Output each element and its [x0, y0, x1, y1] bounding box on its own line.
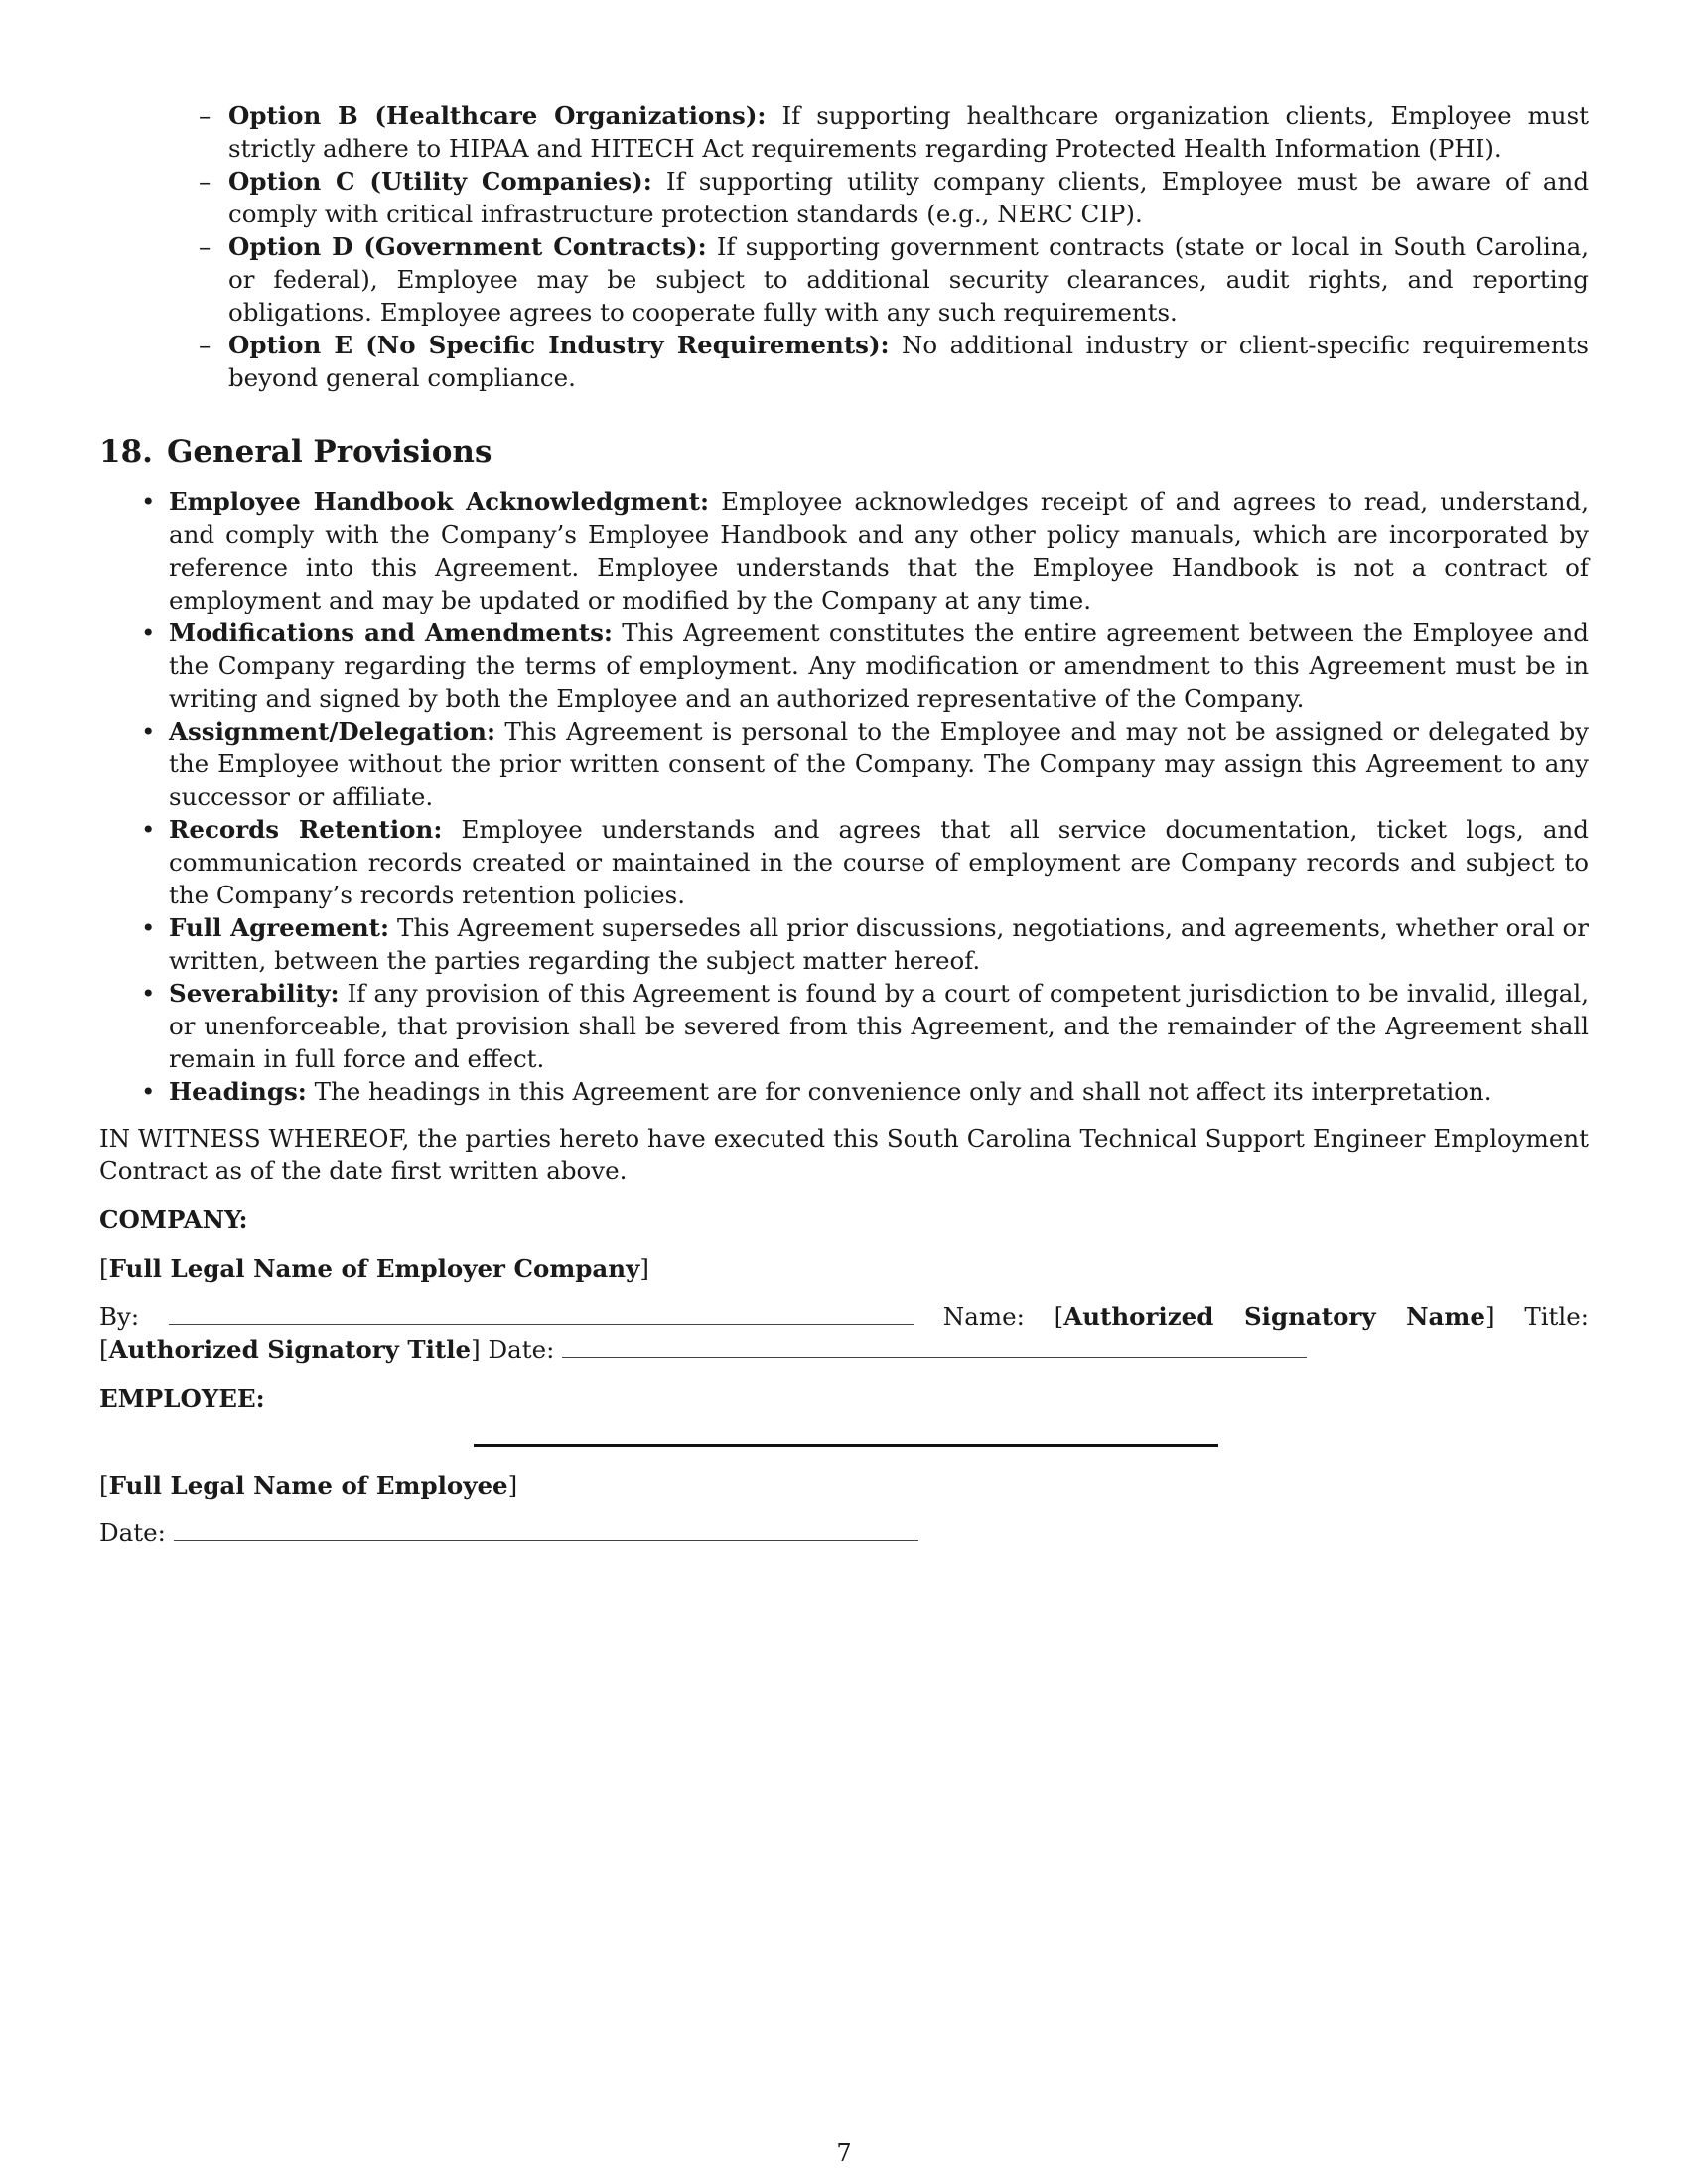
- bullet-marker: •: [141, 717, 156, 746]
- employee-signature-line[interactable]: [474, 1444, 1218, 1447]
- bullet-marker: •: [141, 979, 156, 1008]
- provision-text: This Agreement is personal to the Employee and may not be assigned or delegated by the Employee without the prior written consent of the Company. The Company may assign this Agreement to any successor or affiliate.: [169, 717, 1589, 811]
- list-item: [141, 911, 1589, 977]
- bracket-close: ]: [639, 1254, 649, 1283]
- list-item: [141, 977, 1589, 1075]
- dash-marker: –: [199, 101, 211, 130]
- industry-options-list: [99, 99, 1589, 394]
- signatory-title: Authorized Signatory Title: [108, 1335, 472, 1364]
- provision-text: If any provision of this Agreement is found by a court of competent jurisdiction to be invalid, illegal, or unenforceable, that provision shall be severed from this Agreement, and the remainder of the Agreement shall remain in full force and effect.: [169, 979, 1589, 1073]
- dash-marker: –: [199, 232, 211, 261]
- employee-heading: EMPLOYEE:: [99, 1384, 265, 1413]
- company-date-label: Date:: [488, 1335, 555, 1364]
- provision-text: Employee understands and agrees that all service documentation, ticket logs, and communication records created or maintained in the course of employment are Company records and subject to the Company’s records retention policies.: [169, 815, 1589, 909]
- company-signature-block: By: Name: [Authorized Signatory Name] Title: [Authorized Signatory Title] Date:: [99, 1302, 1589, 1364]
- section-heading: [99, 432, 1589, 472]
- provision-label: Employee Handbook Acknowledgment:: [169, 487, 710, 516]
- company-signature-line[interactable]: [169, 1302, 914, 1325]
- list-item: [141, 616, 1589, 715]
- option-text: If supporting utility company clients, Employee must be aware of and comply with critical infrastructure protection standards (e.g., NERC CIP).: [228, 167, 1590, 228]
- dash-marker: –: [199, 331, 211, 359]
- title-label: Title:: [1524, 1302, 1589, 1331]
- bullet-marker: •: [141, 913, 156, 942]
- option-label: Option C (Utility Companies):: [228, 167, 652, 196]
- option-label: Option D (Government Contracts):: [228, 232, 707, 261]
- employee-date-row: [99, 1516, 1589, 1549]
- document-page: [99, 99, 1589, 1549]
- employee-date-line[interactable]: [174, 1518, 918, 1541]
- provisions-list: [99, 485, 1589, 1108]
- provision-label: Full Agreement:: [169, 913, 390, 942]
- list-item: [141, 485, 1589, 616]
- bullet-marker: •: [141, 815, 156, 844]
- option-text: If supporting government contracts (state or local in South Carolina, or federal), Employee may be subject to additional security clearances, audit rights, and reporting obligations. Employee agrees to cooperate fully with any such requirements.: [228, 232, 1589, 327]
- section-number: 18.: [99, 434, 153, 470]
- bracket-open: [: [99, 1471, 109, 1500]
- signatory-name: Authorized Signatory Name: [1063, 1302, 1485, 1331]
- provision-label: Records Retention:: [169, 815, 443, 844]
- bracket-open: [: [99, 1254, 109, 1283]
- employee-date-label: Date:: [99, 1518, 166, 1547]
- provision-text: Employee acknowledges receipt of and agrees to read, understand, and comply with the Company’s Employee Handbook and any other policy manuals, which are incorporated by reference into this Agreement. Employee understands that the Employee Handbook is not a contract of employment and may be updated or modified by the Company at any time.: [169, 487, 1589, 614]
- provision-label: Severability:: [169, 979, 340, 1008]
- provision-text: This Agreement constitutes the entire agreement between the Employee and the Company regarding the terms of employment. Any modification or amendment to this Agreement must be in writing and signed by both the Employee and an authorized representative of the Company.: [169, 618, 1589, 713]
- list-item: [141, 1075, 1589, 1108]
- witness-paragraph: IN WITNESS WHEREOF, the parties hereto have executed this South Carolina Technical Support Engineer Employment Contract as of the date first written above.: [99, 1124, 1589, 1185]
- dash-marker: –: [199, 167, 211, 196]
- company-heading: COMPANY:: [99, 1205, 248, 1234]
- list-item: [141, 813, 1589, 911]
- provision-label: Modifications and Amendments:: [169, 618, 613, 647]
- bullet-marker: •: [141, 1077, 156, 1106]
- option-text: No additional industry or client-specific requirements beyond general compliance.: [228, 331, 1589, 392]
- company-name: Full Legal Name of Employer Company: [108, 1254, 640, 1283]
- option-label: Option B (Healthcare Organizations):: [228, 101, 767, 130]
- section-title: General Provisions: [166, 434, 492, 470]
- list-item: [141, 715, 1589, 813]
- provision-label: Assignment/Delegation:: [169, 717, 495, 746]
- bullet-marker: •: [141, 618, 156, 647]
- company-name-placeholder: [99, 1252, 1589, 1285]
- bullet-marker: •: [141, 487, 156, 516]
- option-label: Option E (No Specific Industry Requirements):: [228, 331, 890, 359]
- list-item: [199, 165, 1590, 230]
- name-label: Name:: [942, 1302, 1025, 1331]
- option-text: If supporting healthcare organization clients, Employee must strictly adhere to HIPAA and HITECH Act requirements regarding Protected Health Information (PHI).: [228, 101, 1589, 163]
- by-label: By:: [99, 1302, 140, 1331]
- list-item: [199, 329, 1589, 394]
- employee-name-placeholder: [99, 1469, 1589, 1502]
- list-item: [199, 99, 1589, 165]
- bracket-close: ]: [507, 1471, 518, 1500]
- list-item: [199, 230, 1589, 329]
- page-number: 7: [836, 2139, 852, 2167]
- employee-name: Full Legal Name of Employee: [108, 1471, 508, 1500]
- provision-text: The headings in this Agreement are for convenience only and shall not affect its interpretation.: [306, 1077, 1492, 1106]
- company-date-line[interactable]: [562, 1335, 1307, 1358]
- provision-text: This Agreement supersedes all prior discussions, negotiations, and agreements, whether oral or written, between the parties regarding the subject matter hereof.: [169, 913, 1589, 975]
- provision-label: Headings:: [169, 1077, 307, 1106]
